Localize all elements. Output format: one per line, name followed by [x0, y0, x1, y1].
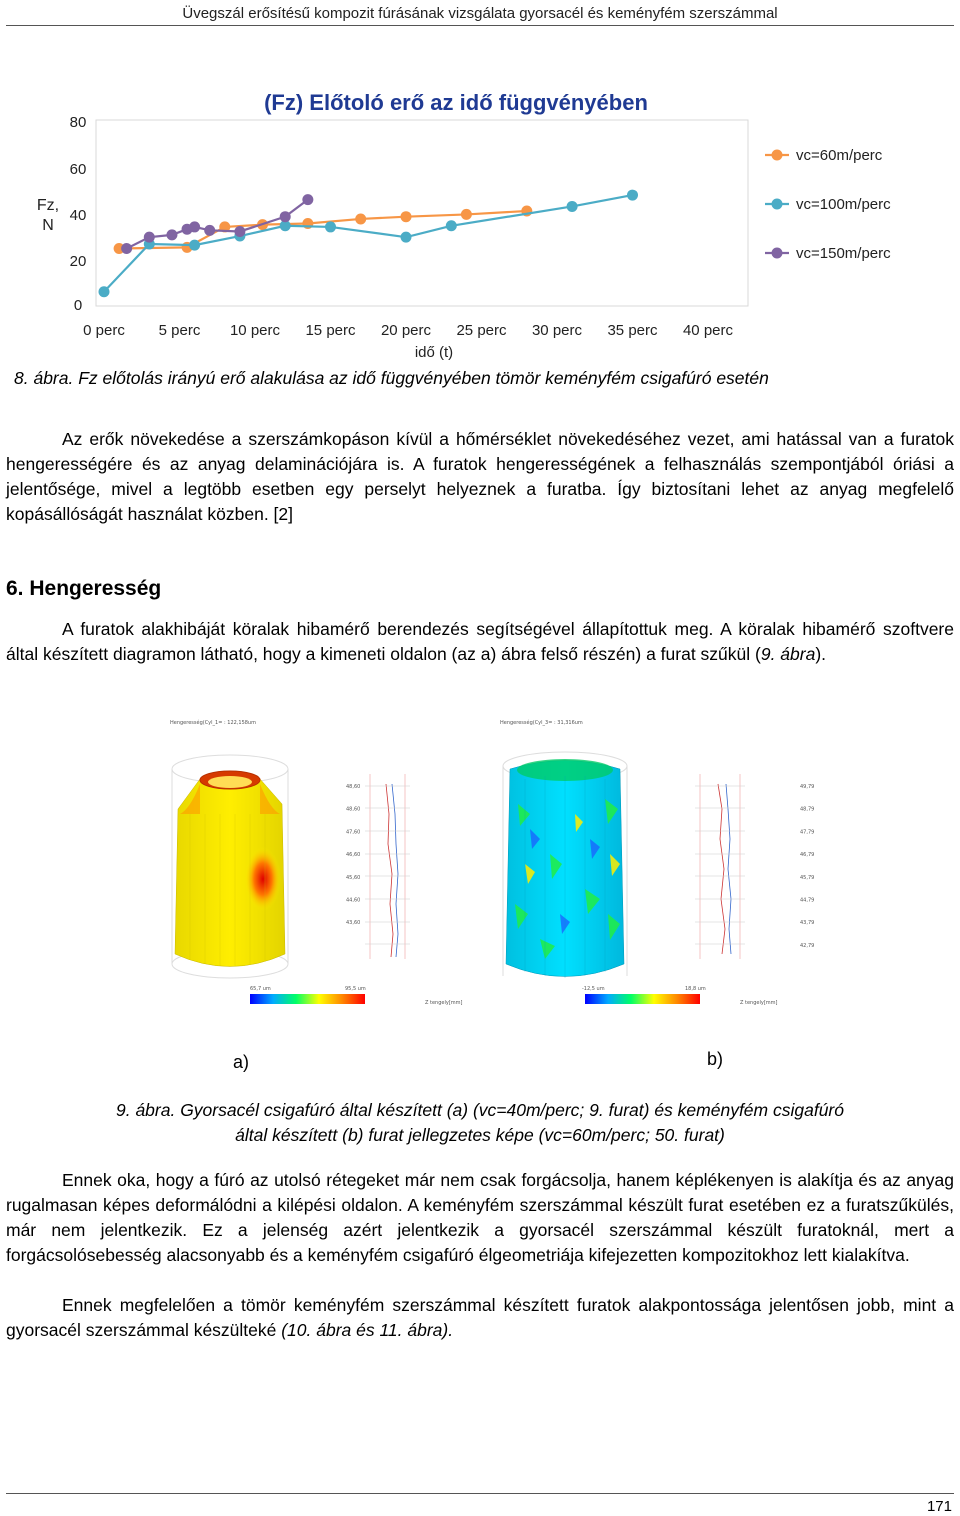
x-tick-label: 10 perc — [229, 322, 281, 339]
legend-marker — [772, 248, 783, 259]
force-time-chart — [0, 80, 960, 370]
data-point — [280, 211, 291, 222]
data-point — [189, 240, 200, 251]
scale-value: 43,60 — [346, 920, 361, 927]
data-point — [144, 232, 155, 243]
x-tick-label: 0 perc — [83, 322, 125, 339]
page-number: 171 — [926, 1498, 952, 1515]
figure-9-caption-line-1: 9. ábra. Gyorsacél csigafúró által készített (a) (vc=40m/perc; 9. furat) és keményfém csigafúró — [115, 1100, 844, 1120]
paragraph-2-figure-ref: 9. ábra — [760, 644, 816, 664]
panel-a-label: a) — [233, 1052, 250, 1072]
hotspot — [245, 847, 281, 911]
panel-a — [170, 719, 463, 1006]
paragraph-4-text: Ennek megfelelően a tömör keményfém szerszámmal készített furatok alakpontossága jelentősen jobb, mint a gyorsacél szerszámmal készülteké — [6, 1295, 954, 1340]
x-axis-label: idő (t) — [414, 344, 454, 361]
figure-8-caption: 8. ábra. Fz előtolás irányú erő alakulása az idő függvényében tömör keményfém csigafúró esetén — [14, 368, 769, 388]
data-point — [401, 211, 412, 222]
paragraph-1-text: Az erők növekedése a szerszámkopáson kívül a hőmérséklet növekedéséhez vezet, ami hatással van a furatok hengerességére és az anyag delaminációjára is. A furatok hengerességének a felhasználás szempontjából óriási a jelentősége, mivel a legtöbb esetben egy perselyt helyeznek a furatba. Így biztosítani lehet az anyag megfelelő kopásállóságát használat közben. [2] — [6, 429, 954, 524]
paragraph-1 — [6, 427, 954, 527]
legend — [765, 147, 891, 262]
running-title: Üvegszál erősítésű kompozit fúrásának vizsgálata gyorsacél és keményfém szerszámmal — [182, 5, 778, 22]
scale-value: 43,79 — [800, 920, 815, 927]
x-tick-label: 15 perc — [305, 322, 356, 339]
legend-label: vc=150m/perc — [796, 245, 891, 262]
data-point — [204, 225, 215, 236]
data-point — [166, 229, 177, 240]
x-tick-label: 40 perc — [682, 322, 734, 339]
data-point — [355, 213, 366, 224]
panel-b-profile — [695, 774, 814, 959]
paragraph-4 — [6, 1293, 954, 1343]
colorbar-a — [250, 994, 365, 1004]
panel-b-label: b) — [707, 1049, 724, 1069]
scale-value: 46,79 — [800, 852, 815, 859]
data-point — [189, 221, 200, 232]
paragraph-2-text: A furatok alakhibáját köralak hibamérő berendezés segítségével állapítottuk meg. A köralak hibamérő szoftvere által készített diagramon látható, hogy a kimeneti oldalon (az a) ábra felső részén) a furat szűkül ( — [6, 619, 954, 664]
scale-value: 47,60 — [346, 829, 361, 836]
x-tick-label: 5 perc — [158, 322, 201, 339]
legend-marker — [772, 150, 783, 161]
data-point — [567, 201, 578, 212]
x-tick-label: 35 perc — [607, 322, 658, 339]
data-point — [302, 194, 313, 205]
data-point — [234, 226, 245, 237]
paragraph-2 — [6, 617, 954, 667]
y-tick-label: 60 — [69, 161, 87, 178]
data-point — [121, 243, 132, 254]
y-axis-label: Fz, N — [36, 197, 60, 234]
scale-value: 44,79 — [800, 897, 815, 904]
data-point — [325, 221, 336, 232]
chart-title: (Fz) Előtoló erő az idő függvényében — [264, 90, 648, 115]
paragraph-4-figure-ref: (10. ábra és 11. ábra). — [281, 1320, 454, 1340]
y-tick-label: 80 — [69, 114, 87, 131]
x-tick-label: 30 perc — [531, 322, 583, 339]
scale-value: 42,79 — [800, 942, 815, 949]
paragraph-3-text: Ennek oka, hogy a fúró az utolsó rétegeket már nem csak forgácsolja, hanem képlékenyen is alakítja és az anyag rugalmasan képes deformálódni a kilépési oldalon. A keményfém szerszámmal készült furat esetében ez a furatszűkülés, már nem jelentkezik. Ez a jelenség azért jelentkezik a gyorsacél szerszámmal készült furatoknál, mert a forgácsolósebesség alacsonyabb és a keményfém csigafúró élgeometriája kifejezetten kompozitokhoz lett kialakítva. — [6, 1170, 954, 1265]
y-tick-label: 40 — [69, 207, 87, 224]
data-point — [627, 190, 638, 201]
scale-value: 44,60 — [346, 897, 361, 904]
panel-b-axis-label: Z tengely[mm] — [740, 1000, 778, 1006]
scale-value: 48,79 — [800, 806, 815, 813]
running-header — [0, 0, 960, 26]
panel-b — [500, 719, 814, 1006]
colorbar-b-min: -12,5 um — [582, 986, 605, 992]
y-tick-label: 0 — [73, 297, 83, 314]
y-tick-labels — [70, 114, 87, 314]
x-tick-labels — [83, 322, 733, 339]
figure-9-caption — [6, 1098, 954, 1148]
panel-a-axis-label: Z tengely[mm] — [425, 1000, 463, 1006]
scale-value: 46,60 — [346, 852, 361, 859]
colorbar-a-min: 65,7 um — [250, 986, 271, 992]
data-point — [461, 209, 472, 220]
scale-value: 45,79 — [800, 874, 815, 881]
scale-value: 48,60 — [346, 784, 361, 790]
header-rule — [6, 25, 954, 26]
scale-value: 48,60 — [346, 806, 361, 813]
panel-a-profile — [346, 774, 410, 959]
section-heading: 6. Hengeresség — [6, 577, 162, 600]
panel-b-title: Hengeresség(Cyl_3= : 31,316um — [500, 720, 583, 726]
paragraph-2-end: ). — [815, 644, 827, 664]
figure-9-images — [160, 714, 815, 1024]
x-tick-label: 20 perc — [380, 322, 432, 339]
colorbar-b — [585, 994, 700, 1004]
figure-9-caption-line-2: által készített (b) furat jellegzetes képe (vc=60m/perc; 50. furat) — [235, 1125, 725, 1145]
data-point — [401, 232, 412, 243]
legend-marker — [772, 199, 783, 210]
colorbar-b-max: 18,8 um — [685, 986, 706, 992]
scale-value: 47,79 — [800, 829, 815, 836]
scale-value: 45,60 — [346, 874, 361, 881]
panel-a-title: Hengeresség(Cyl_1= : 122,158um — [170, 720, 256, 726]
x-tick-label: 25 perc — [456, 322, 507, 339]
legend-label: vc=60m/perc — [796, 147, 883, 164]
data-point — [99, 286, 110, 297]
colorbar-a-max: 95,5 um — [345, 986, 366, 992]
paragraph-3 — [6, 1168, 954, 1268]
y-tick-label: 20 — [69, 253, 87, 270]
plot-area — [96, 120, 748, 306]
data-point — [446, 220, 457, 231]
footer-rule — [6, 1493, 954, 1494]
scale-value: 49,79 — [800, 784, 815, 790]
legend-label: vc=100m/perc — [796, 196, 891, 213]
